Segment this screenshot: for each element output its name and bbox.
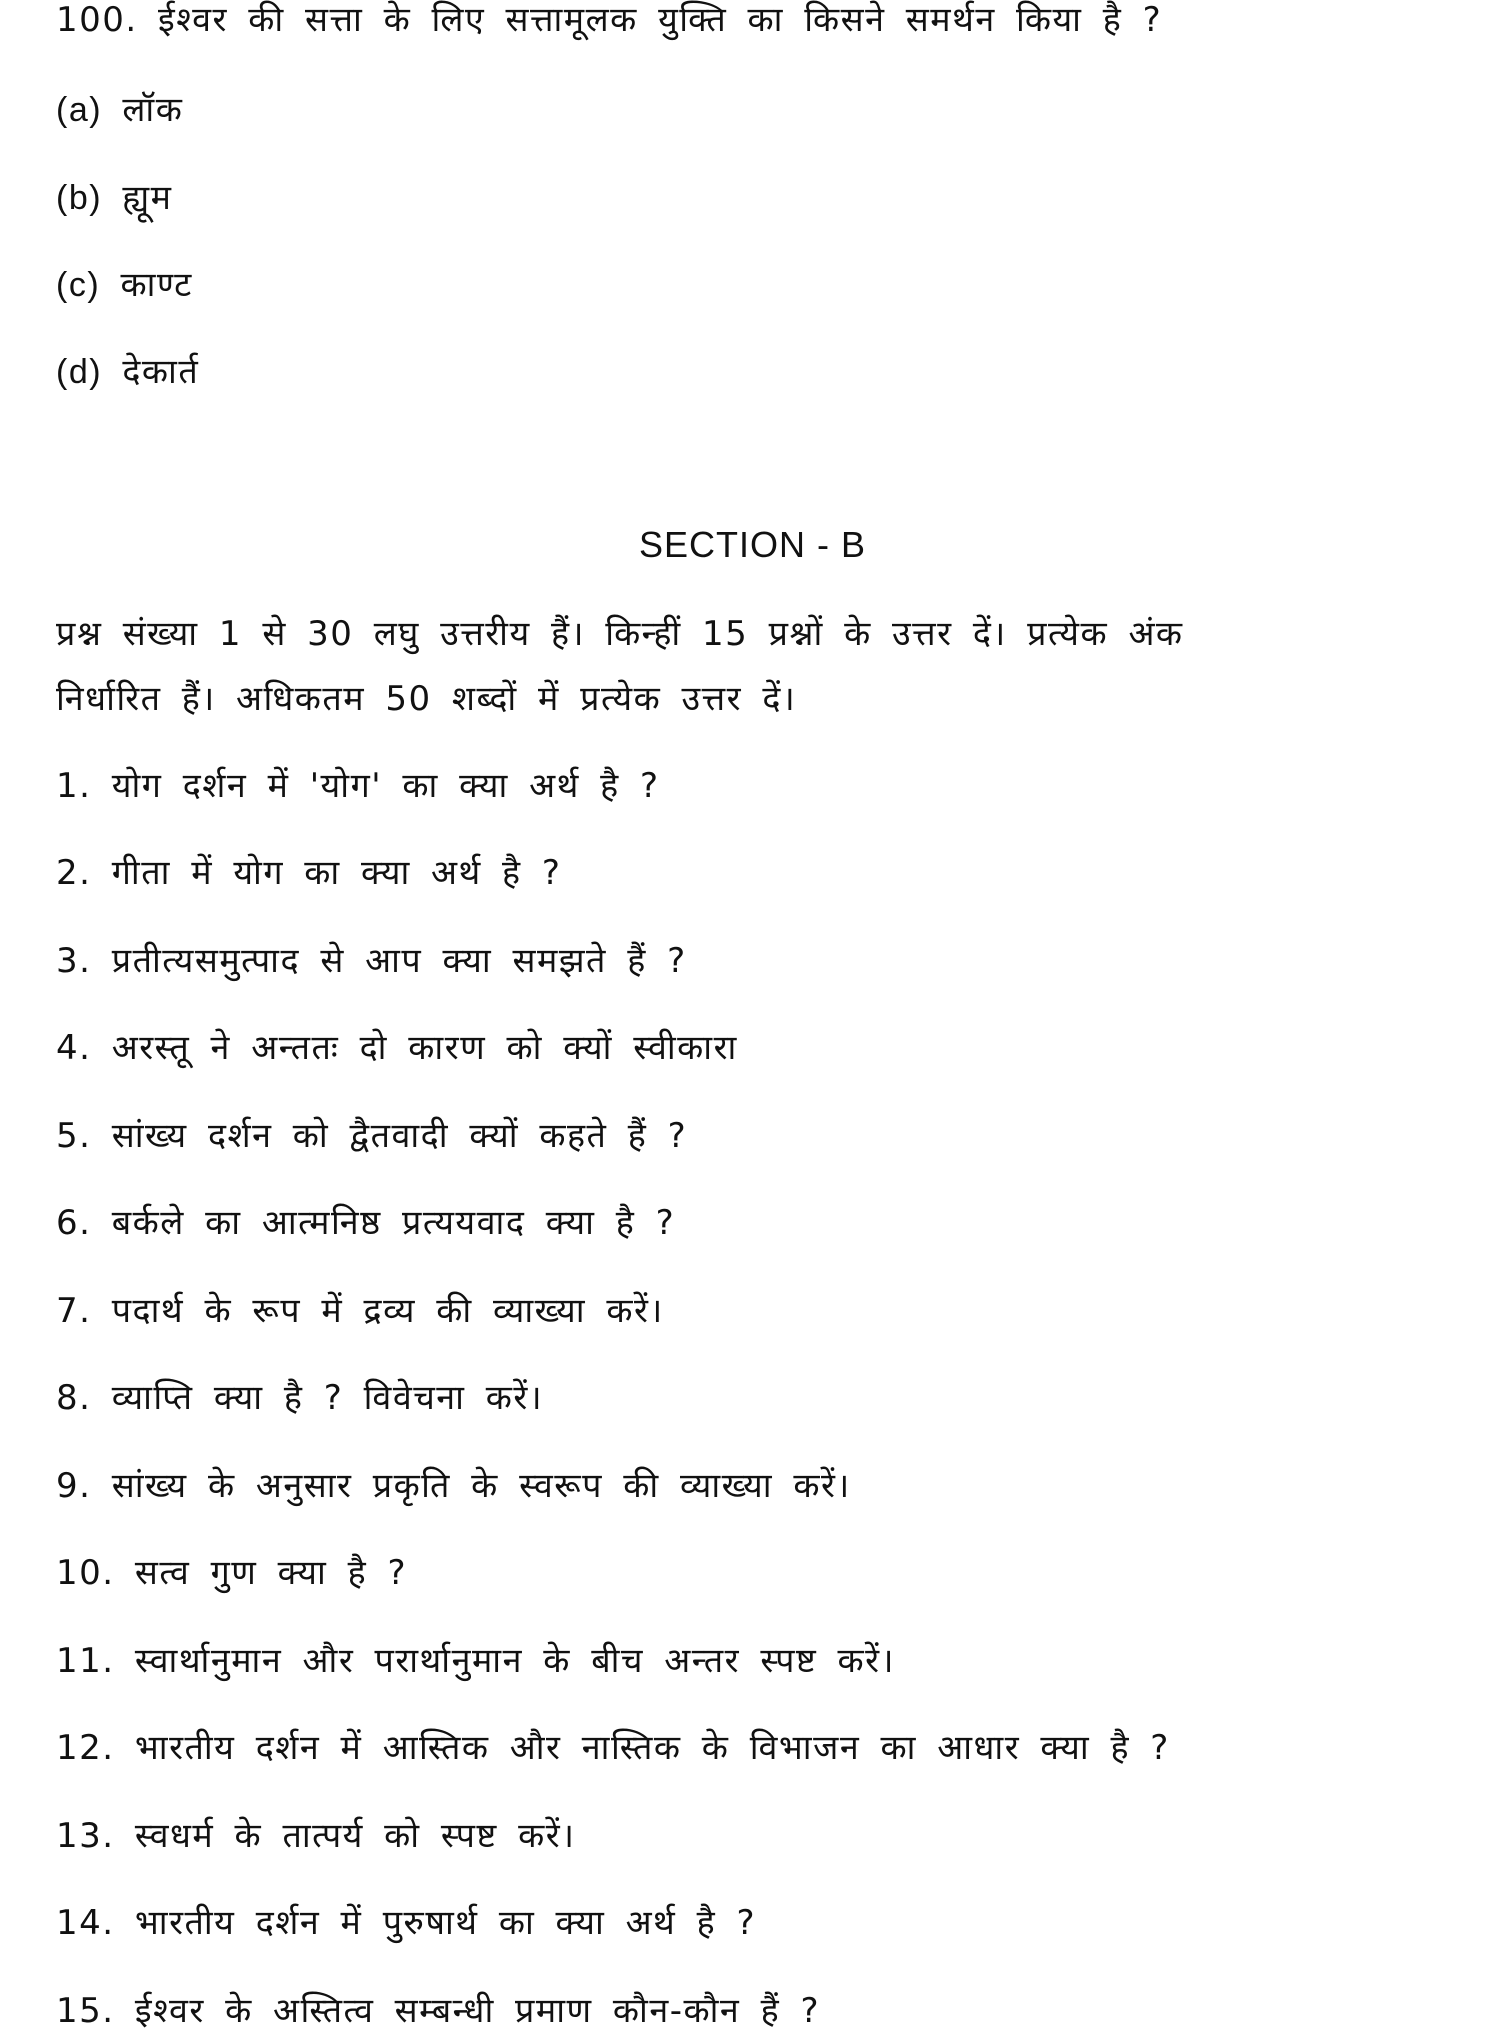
question-item: 15. ईश्वर के अस्तित्व सम्बन्धी प्रमाण कौन-कौन हैं ? [56,1991,820,2031]
question-item: 6. बर्कले का आत्मनिष्ठ प्रत्ययवाद क्या है ? [56,1203,676,1243]
question-item: 12. भारतीय दर्शन में आस्तिक और नास्तिक के विभाजन का आधार क्या है ? [56,1728,1170,1768]
instructions-line-1: प्रश्न संख्या 1 से 30 लघु उत्तरीय हैं। किन्हीं 15 प्रश्नों के उत्तर दें। प्रत्येक अंक [56,614,1184,654]
question-item: 11. स्वार्थानुमान और परार्थानुमान के बीच अन्तर स्पष्ट करें। [56,1641,895,1681]
option-label: (a) [56,91,103,129]
question-item: 4. अरस्तू ने अन्ततः दो कारण को क्यों स्वीकारा [56,1028,738,1068]
question-item: 8. व्याप्ति क्या है ? विवेचना करें। [56,1378,544,1418]
option-d [56,350,199,394]
question-item: 13. स्वधर्म के तात्पर्य को स्पष्ट करें। [56,1816,576,1856]
question-item: 3. प्रतीत्यसमुत्पाद से आप क्या समझते हैं ? [56,941,687,981]
question-item: 10. सत्व गुण क्या है ? [56,1553,408,1593]
option-b [56,176,172,220]
instructions-line-2: निर्धारित हैं। अधिकतम 50 शब्दों में प्रत्येक उत्तर दें। [56,679,797,719]
option-c [56,263,193,307]
option-text: काण्ट [120,265,193,305]
question-item: 2. गीता में योग का क्या अर्थ है ? [56,853,562,893]
option-text: लॉक [122,90,184,130]
option-a [56,88,183,132]
question-item: 7. पदार्थ के रूप में द्रव्य की व्याख्या करें। [56,1291,664,1331]
option-label: (b) [56,179,103,217]
option-label: (c) [56,266,101,304]
question-item: 14. भारतीय दर्शन में पुरुषार्थ का क्या अर्थ है ? [56,1903,756,1943]
option-label: (d) [56,353,103,391]
question-item: 1. योग दर्शन में 'योग' का क्या अर्थ है ? [56,766,660,806]
option-text: देकार्त [122,352,200,392]
option-text: ह्यूम [122,178,173,218]
question-item: 9. सांख्य के अनुसार प्रकृति के स्वरूप की व्याख्या करें। [56,1466,851,1506]
question-100: 100. ईश्वर की सत्ता के लिए सत्तामूलक युक्ति का किसने समर्थन किया है ? [56,0,1163,40]
question-item: 5. सांख्य दर्शन को द्वैतवादी क्यों कहते हैं ? [56,1116,688,1156]
section-title: SECTION - B [638,524,867,565]
